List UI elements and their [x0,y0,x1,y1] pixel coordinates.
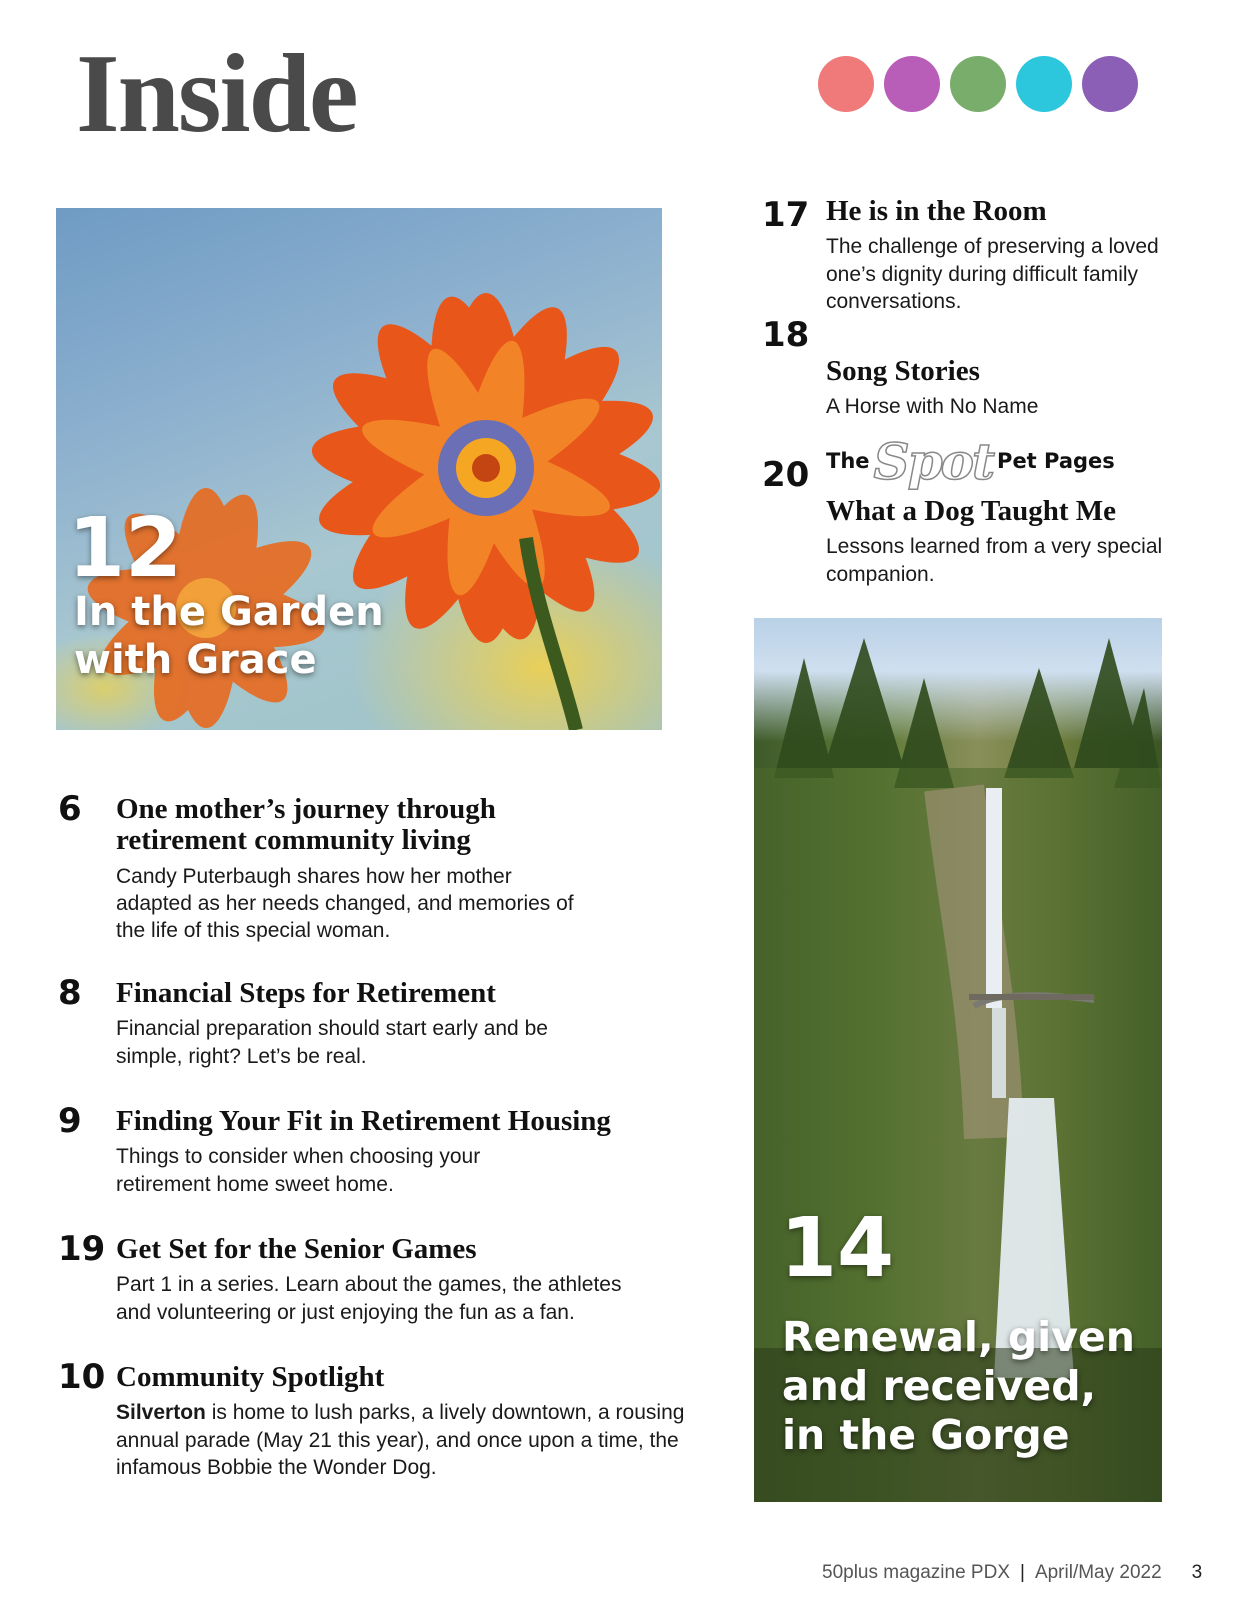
color-dot [1016,56,1072,112]
color-dot [1082,56,1138,112]
toc-title: Get Set for the Senior Games [116,1233,477,1265]
toc-page-number: 8 [58,973,82,1013]
toc-title: Finding Your Fit in Retirement Housing [116,1105,611,1137]
toc-entry[interactable] [762,195,1206,315]
toc-entry[interactable] [762,315,1206,421]
toc-description-rest: is home to lush parks, a lively downtown, a rousing annual parade (May 21 this year), and once upon a time, the infamous Bobbie the Wonder Dog. [116,1401,685,1479]
feature-photo-garden[interactable] [56,208,662,730]
toc-page-number: 6 [58,789,82,829]
spot-logo: Spot [873,431,994,491]
toc-title: What a Dog Taught Me [826,495,1117,527]
toc-description [116,1399,686,1481]
toc-page-number: 17 [762,195,810,235]
toc-page-number: 9 [58,1101,82,1141]
toc-page-number: 20 [762,455,810,495]
toc-entry[interactable] [58,1101,656,1198]
toc-description: A Horse with No Name [826,395,1039,419]
toc-description: Candy Puterbaugh shares how her mother adapted as her needs changed, and memories of the life of this special woman. [116,864,574,943]
toc-page-number: 18 [762,315,810,355]
toc-entry[interactable] [58,789,636,945]
feature-page-number: 14 [780,1201,895,1296]
toc-title: Song Stories [826,355,980,387]
toc-title [116,794,636,857]
toc-page-number: 19 [58,1229,106,1269]
toc-entry[interactable] [58,973,636,1070]
spot-pet-pages-banner [826,432,1115,490]
feature-title-line: in the Gorge [782,1411,1070,1460]
footer-page-number: 3 [1191,1562,1203,1583]
toc-description: Things to consider when choosing your retirement home sweet home. [116,1145,481,1196]
feature-title-line: and received, [782,1362,1097,1411]
feature-photo-gorge[interactable] [754,618,1162,1502]
feature-page-number: 12 [68,501,183,596]
footer-publication: 50plus magazine PDX [822,1562,1010,1583]
toc-description: Financial preparation should start early and be simple, right? Let’s be real. [116,1017,548,1068]
toc-title-line: retirement community living [116,824,471,857]
footer-separator: | [1020,1562,1025,1583]
page-title: Inside [76,32,357,156]
toc-description-bold: Silverton [116,1401,206,1425]
toc-description: The challenge of preserving a loved one’s dignity during difficult family conversations. [826,235,1159,313]
feature-title-line: Renewal, given [782,1313,1135,1361]
color-dot [950,56,1006,112]
page-footer [822,1562,1202,1584]
spot-suffix: Pet Pages [997,449,1115,473]
toc-description: Lessons learned from a very special companion. [826,535,1163,586]
color-dot [818,56,874,112]
toc-title: Community Spotlight [116,1361,385,1393]
toc-entry[interactable] [58,1229,656,1326]
toc-title-line: One mother’s journey through [116,793,496,825]
toc-title: Financial Steps for Retirement [116,977,496,1009]
footer-issue: April/May 2022 [1034,1562,1162,1583]
toc-entry[interactable] [58,1357,696,1481]
feature-title [782,1313,1135,1461]
feature-title [74,588,384,684]
spot-prefix: The [826,449,870,473]
color-dots [818,56,1138,112]
feature-title-line: with Grace [74,637,317,683]
color-dot [884,56,940,112]
toc-page-number: 10 [58,1357,106,1397]
feature-title-line: In the Garden [74,589,384,635]
toc-title: He is in the Room [826,195,1047,227]
toc-description: Part 1 in a series. Learn about the games, the athletes and volunteering or just enjoying the fun as a fan. [116,1273,622,1324]
